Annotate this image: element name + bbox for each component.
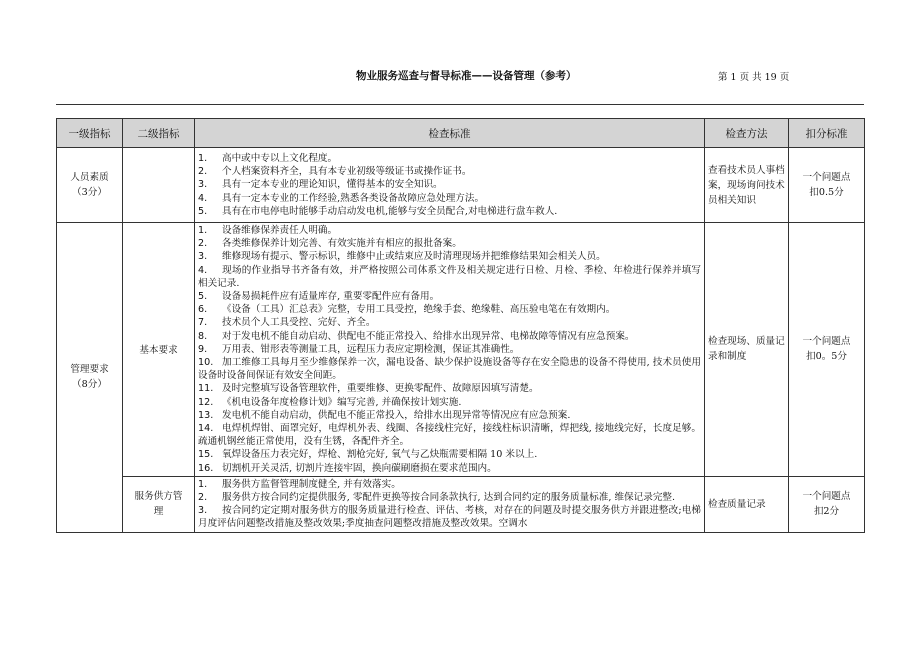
criteria-item [198, 396, 701, 409]
criteria-item-text: 《机电设备年度检修计划》编写完善, 并确保按计划实施. [222, 396, 462, 408]
criteria-item-text: 现场的作业指导书齐备有效，并严格按照公司体系文件及相关规定进行日检、月检、季检、年检进行保养并填写相关记录. [198, 264, 701, 289]
criteria-item-text: 切割机开关灵活, 切割片连接牢固，换向碳刷磨损在要求范围内。 [222, 462, 497, 474]
criteria-item [198, 316, 701, 329]
method-basic: 检查现场、质量记录和制度 [705, 223, 789, 477]
level1-label: 管理要求 [70, 364, 109, 376]
level2-label: 理 [153, 506, 164, 518]
criteria-item-number: 2. [198, 492, 208, 504]
col-header-level2: 二级指标 [123, 119, 195, 148]
criteria-item-number: 2. [198, 238, 208, 250]
criteria-item-number: 4. [198, 264, 208, 276]
criteria-basic [195, 223, 705, 477]
criteria-item-text: 服务供方按合同约定提供服务, 零配件更换等按合同条款执行, 达到合同约定的服务质量标准, 维保记录完整. [222, 492, 676, 504]
level1-management [57, 223, 123, 533]
criteria-item [198, 165, 701, 178]
criteria-item-text: 电焊机焊钳、面罩完好，电焊机外表、线圈、各接线柱完好，接线柱标识清晰，焊把线, 接地线完好，长度足够。疏通机钢丝能正常使用，没有生锈，各配件齐全。 [198, 423, 701, 448]
criteria-item-number: 13. [198, 409, 214, 421]
level1-personnel [57, 148, 123, 223]
criteria-personnel [195, 148, 705, 223]
table-row-supplier [57, 476, 865, 532]
criteria-item [198, 382, 701, 395]
criteria-supplier [195, 476, 705, 532]
criteria-item-text: 具有在市电停电时能够手动启动发电机,能够与安全员配合,对电梯进行盘车救人. [222, 205, 558, 217]
level1-points: （8分） [72, 379, 107, 391]
score-line: 一个问题点 [802, 336, 851, 348]
criteria-item [198, 264, 701, 290]
level2-personnel [123, 148, 195, 223]
criteria-item [198, 303, 701, 316]
criteria-item-number: 1. [198, 152, 208, 164]
criteria-item [198, 205, 701, 218]
header-rule [56, 104, 864, 105]
criteria-item-number: 3. [198, 179, 208, 191]
criteria-item-text: 各类维修保养计划完善、有效实施并有相应的报批备案。 [222, 238, 462, 250]
criteria-item-text: 设备易损耗件应有适量库存, 重要零配件应有备用。 [222, 291, 440, 303]
criteria-item-number: 6. [198, 304, 208, 316]
level2-basic: 基本要求 [123, 223, 195, 477]
criteria-item [198, 237, 701, 250]
criteria-item-text: 具有一定本专业的工作经验,熟悉各类设备故障应急处理方法。 [222, 192, 485, 204]
criteria-item-text: 维修现场有提示、警示标识，维修中止或结束应及时清理现场并把维修结果知会相关人员。 [222, 251, 606, 263]
table-header-row [57, 119, 865, 148]
score-basic [789, 223, 865, 477]
level1-points: （3分） [72, 187, 107, 198]
criteria-item-number: 12. [198, 396, 214, 408]
criteria-item-number: 1. [198, 225, 208, 236]
criteria-item-text: 加工维修工具每月至少维修保养一次，漏电设备、缺少保护设施设备等存在安全隐患的设备不得使用, 技术员使用设备时设备间保证有效安全间距。 [198, 357, 701, 382]
criteria-item-text: 技术员个人工具受控、完好、齐全。 [222, 317, 376, 329]
criteria-item-number: 1. [198, 478, 208, 490]
score-line: 扣0.5分 [809, 187, 844, 198]
page-number: 第 1 页 共 19 页 [718, 72, 790, 83]
criteria-item-number: 9. [198, 343, 208, 355]
criteria-item-number: 5. [198, 205, 208, 217]
criteria-item [198, 152, 701, 165]
criteria-item-number: 2. [198, 166, 208, 178]
criteria-item [198, 290, 701, 303]
col-header-method: 检查方法 [705, 119, 789, 148]
criteria-item [198, 491, 701, 504]
criteria-item [198, 192, 701, 205]
score-personnel [789, 148, 865, 223]
method-personnel: 查看技术员人事档案，现场询问技术员相关知识 [705, 148, 789, 223]
criteria-item-number: 8. [198, 330, 208, 342]
score-line: 扣0。5分 [806, 351, 847, 363]
criteria-list [198, 152, 701, 218]
criteria-item [198, 478, 701, 491]
criteria-item-number: 3. [198, 505, 208, 517]
criteria-item-number: 14. [198, 423, 214, 435]
table-row-basic [57, 223, 865, 477]
col-header-level1: 一级指标 [57, 119, 123, 148]
criteria-item-text: 具有一定本专业的理论知识，懂得基本的安全知识。 [222, 179, 443, 191]
col-header-score: 扣分标准 [789, 119, 865, 148]
criteria-item-number: 4. [198, 192, 208, 204]
criteria-list [198, 478, 701, 531]
criteria-item-text: 《设备（工具）汇总表》完整，专用工具受控，绝缘手套、绝缘鞋、高压验电笔在有效期内。 [222, 304, 616, 316]
criteria-list [198, 224, 701, 475]
document-title: 物业服务巡查与督导标准——设备管理（参考） [356, 70, 577, 82]
criteria-item-text: 万用表、钳形表等测量工具，远程压力表应定期检测，保证其准确性。 [222, 343, 520, 355]
criteria-item [198, 409, 701, 422]
criteria-item [198, 462, 701, 475]
criteria-item-number: 7. [198, 317, 208, 329]
criteria-item [198, 178, 701, 191]
criteria-item [198, 330, 701, 343]
score-line: 一个问题点 [802, 172, 851, 183]
table-row-personnel [57, 148, 865, 223]
score-line: 扣2分 [813, 506, 840, 518]
criteria-item [198, 448, 701, 461]
score-line: 一个问题点 [802, 491, 851, 503]
level2-supplier [123, 476, 195, 532]
criteria-item-number: 15. [198, 449, 214, 461]
col-header-criteria: 检查标准 [195, 119, 705, 148]
criteria-item-text: 按合同约定定期对服务供方的服务质量进行检查、评估、考核，对存在的问题及时提交服务供方并跟进整改;电梯月度评估问题整改措施及整改效果;季度抽查问题整改措施及整改效果。空调水 [198, 505, 701, 530]
page-header [0, 66, 920, 86]
criteria-item [198, 356, 701, 382]
criteria-item-text: 对于发电机不能自动启动、供配电不能正常投入、给排水出现异常、电梯故障等情况有应急预案。 [222, 330, 635, 342]
criteria-item-text: 设备维修保养责任人明确。 [222, 225, 338, 236]
score-supplier [789, 476, 865, 532]
criteria-item-text: 及时完整填写设备管理软件，重要维修、更换零配件、故障原因填写清楚。 [222, 383, 539, 395]
criteria-item [198, 343, 701, 356]
criteria-item-number: 3. [198, 251, 208, 263]
level2-label: 服务供方管 [134, 491, 183, 503]
criteria-item-number: 11. [198, 383, 214, 395]
criteria-item [198, 250, 701, 263]
criteria-item-number: 5. [198, 291, 208, 303]
criteria-item-number: 16. [198, 462, 214, 474]
criteria-item-text: 发电机不能自动启动，供配电不能正常投入，给排水出现异常等情况应有应急预案. [222, 409, 571, 421]
method-supplier: 检查质量记录 [705, 476, 789, 532]
criteria-item-text: 服务供方监督管理制度健全, 并有效落实。 [222, 478, 401, 490]
criteria-item [198, 224, 701, 237]
inspection-standard-table [56, 118, 865, 533]
criteria-item-text: 氧焊设备压力表完好，焊枪、割枪完好, 氧气与乙炔瓶需要相隔 10 米以上. [222, 449, 538, 461]
criteria-item-text: 个人档案资料齐全，具有本专业初级等级证书或操作证书。 [222, 166, 472, 178]
criteria-item [198, 504, 701, 530]
criteria-item-number: 10. [198, 357, 214, 369]
criteria-item [198, 422, 701, 448]
level1-label: 人员素质 [70, 172, 109, 183]
criteria-item-text: 高中或中专以上文化程度。 [222, 152, 338, 164]
